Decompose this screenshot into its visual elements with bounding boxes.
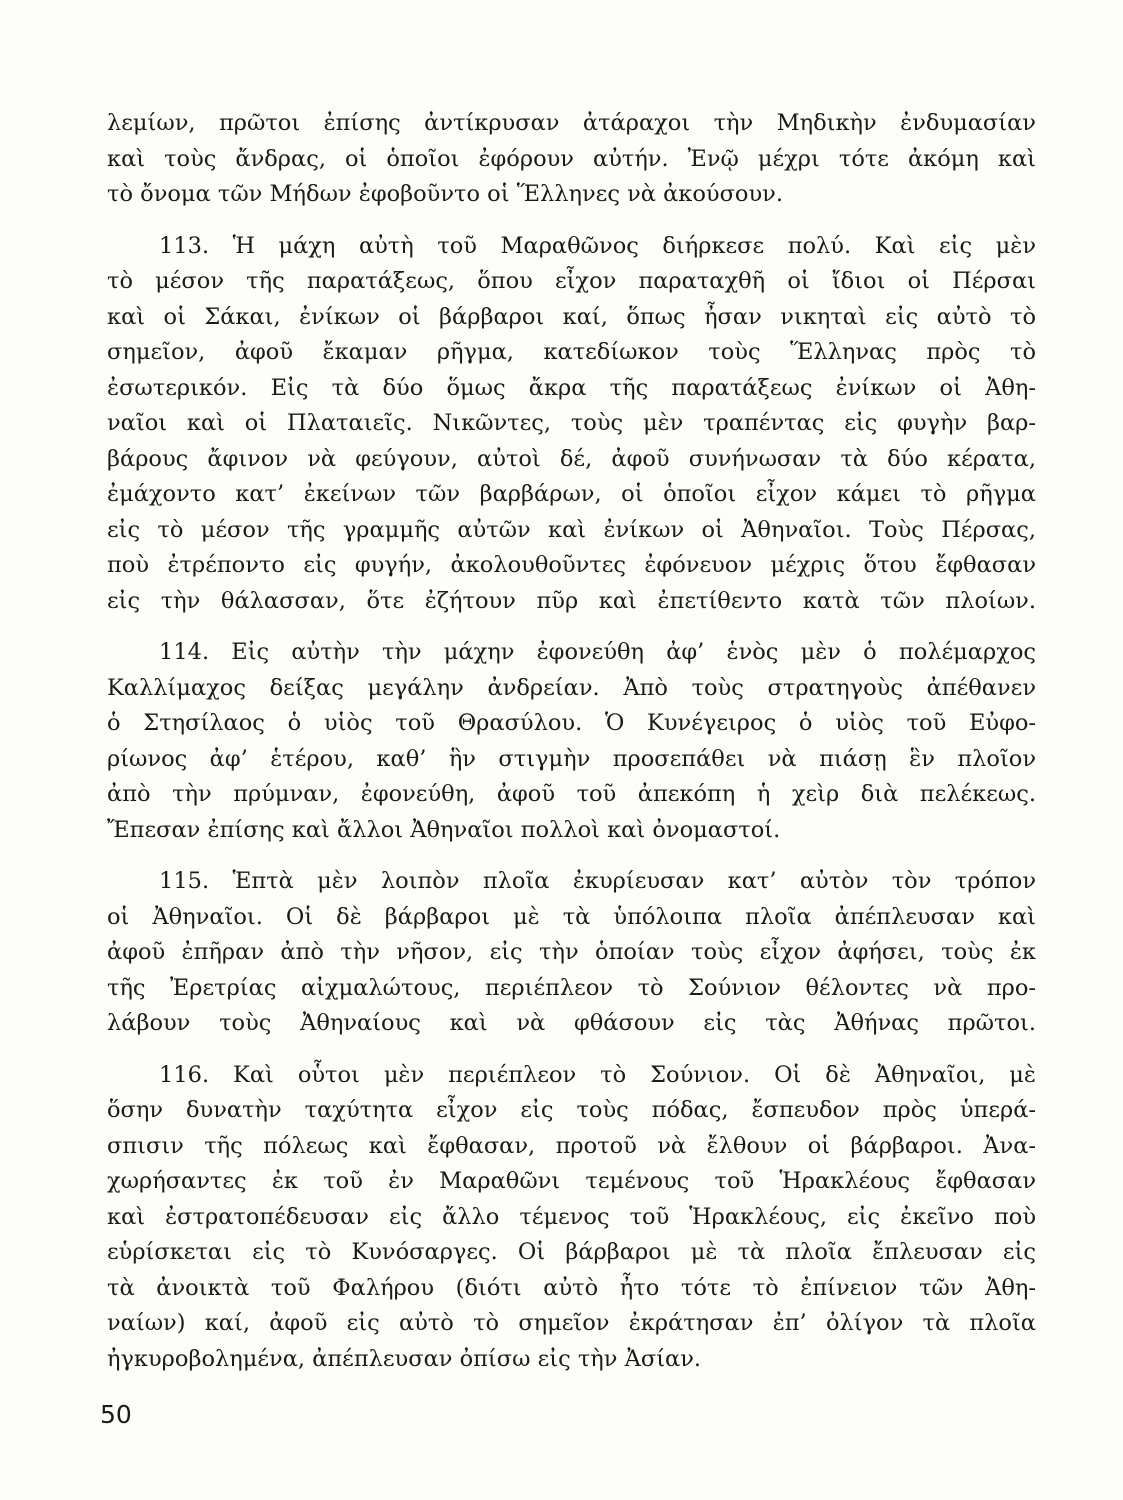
text-line: καὶ οἱ Σάκαι, ἐνίκων οἱ βάρβαροι καί, ὅπως ἦσαν νικηταὶ εἰς αὐτὸ τὸ — [107, 303, 1036, 330]
text-line: ἀφοῦ ἐπῆραν ἀπὸ τὴν νῆσον, εἰς τὴν ὁποίαν τοὺς εἶχον ἀφήσει, τοὺς ἐκ — [107, 939, 1036, 965]
text-line: τῆς Ἐρετρίας αἰχμαλώτους, περιέπλεον τὸ Σούνιον θέλοντες νὰ προ- — [107, 974, 1036, 1001]
text-line: ὅσην δυνατὴν ταχύτητα εἶχον εἰς τοὺς πόδας, ἔσπευδον πρὸς ὑπερά- — [107, 1097, 1036, 1123]
paragraph-114 — [107, 635, 1036, 848]
text-line: ρίωνος ἀφ’ ἑτέρου, καθ’ ἣν στιγμὴν προσεπάθει νὰ πιάσῃ ἓν πλοῖον — [107, 745, 1036, 772]
text-line: ἐσωτερικόν. Εἰς τὰ δύο ὅμως ἄκρα τῆς παρατάξεως ἐνίκων οἱ Ἀθη- — [107, 374, 1036, 401]
text-line: λάβουν τοὺς Ἀθηναίους καὶ νὰ φθάσουν εἰς τὰς Ἀθήνας πρῶτοι. — [107, 1010, 1036, 1036]
text-line: καὶ ἐστρατοπέδευσαν εἰς ἄλλο τέμενος τοῦ Ἡρακλέους, εἰς ἐκεῖνο ποὺ — [107, 1203, 1036, 1230]
text-line: τὰ ἀνοικτὰ τοῦ Φαλήρου (διότι αὐτὸ ἦτο τότε τὸ ἐπίνειον τῶν Ἀθη- — [107, 1274, 1036, 1301]
page-number: 50 — [100, 1400, 132, 1429]
text-line: τὸ μέσον τῆς παρατάξεως, ὅπου εἶχον παραταχθῆ οἱ ἴδιοι οἱ Πέρσαι — [107, 268, 1036, 294]
text-line: ἠγκυροβολημένα, ἀπέπλευσαν ὀπίσω εἰς τὴν Ἀσίαν. — [107, 1345, 702, 1372]
text-line: τὸ ὄνομα τῶν Μήδων ἐφοβοῦντο οἱ Ἕλληνες νὰ ἀκούσουν. — [107, 181, 783, 207]
text-line: ποὺ ἐτρέποντο εἰς φυγήν, ἀκολουθοῦντες ἐφόνευον μέχρις ὅτου ἔφθασαν — [107, 552, 1036, 578]
paragraph-continuation — [107, 106, 1036, 213]
text-line: εὑρίσκεται εἰς τὸ Κυνόσαργες. Οἱ βάρβαροι μὲ τὰ πλοῖα ἔπλευσαν εἰς — [107, 1239, 1036, 1265]
text-line: ναῖοι καὶ οἱ Πλαταιεῖς. Νικῶντες, τοὺς μὲν τραπέντας εἰς φυγὴν βαρ- — [107, 410, 1036, 436]
text-line: χωρήσαντες ἐκ τοῦ ἐν Μαραθῶνι τεμένους τοῦ Ἡρακλέους ἔφθασαν — [107, 1168, 1036, 1194]
body-text — [107, 106, 1036, 1377]
text-line: ναίων) καί, ἀφοῦ εἰς αὐτὸ τὸ σημεῖον ἐκράτησαν ἐπ’ ὀλίγον τὰ πλοῖα — [107, 1310, 1036, 1336]
text-line: σπισιν τῆς πόλεως καὶ ἔφθασαν, προτοῦ νὰ ἔλθουν οἱ βάρβαροι. Ἀνα- — [107, 1132, 1036, 1159]
paragraph-115 — [107, 864, 1036, 1042]
text-line: λεμίων, πρῶτοι ἐπίσης ἀντίκρυσαν ἀτάραχοι τὴν Μηδικὴν ἐνδυμασίαν — [107, 110, 1036, 136]
text-line: ἐμάχοντο κατ’ ἐκείνων τῶν βαρβάρων, οἱ ὁποῖοι εἶχον κάμει τὸ ρῆγμα — [107, 481, 1036, 507]
text-line: Καλλίμαχος δείξας μεγάλην ἀνδρείαν. Ἀπὸ τοὺς στρατηγοὺς ἀπέθανεν — [107, 674, 1036, 701]
text-line: σημεῖον, ἀφοῦ ἔκαμαν ρῆγμα, κατεδίωκον τοὺς Ἕλληνας πρὸς τὸ — [107, 339, 1036, 365]
text-line: καὶ τοὺς ἄνδρας, οἱ ὁποῖοι ἐφόρουν αὐτήν. Ἐνῷ μέχρι τότε ἀκόμη καὶ — [107, 145, 1036, 172]
text-line: 114. Εἰς αὐτὴν τὴν μάχην ἐφονεύθη ἀφ’ ἑνὸς μὲν ὁ πολέμαρχος — [159, 639, 1036, 665]
text-line: 115. Ἑπτὰ μὲν λοιπὸν πλοῖα ἐκυρίευσαν κατ’ αὐτὸν τὸν τρόπον — [159, 868, 1036, 894]
text-line: ὁ Στησίλαος ὁ υἱὸς τοῦ Θρασύλου. Ὁ Κυνέγειρος ὁ υἱὸς τοῦ Εὐφο- — [107, 710, 1036, 736]
text-line: εἰς τὴν θάλασσαν, ὅτε ἐζήτουν πῦρ καὶ ἐπετίθεντο κατὰ τῶν πλοίων. — [107, 587, 1036, 614]
text-line: οἱ Ἀθηναῖοι. Οἱ δὲ βάρβαροι μὲ τὰ ὑπόλοιπα πλοῖα ἀπέπλευσαν καὶ — [107, 903, 1036, 930]
paragraph-116 — [107, 1058, 1036, 1378]
text-line: βάρους ἄφινον νὰ φεύγουν, αὐτοὶ δέ, ἀφοῦ συνήνωσαν τὰ δύο κέρατα, — [107, 445, 1036, 472]
text-line: Ἔπεσαν ἐπίσης καὶ ἄλλοι Ἀθηναῖοι πολλοὶ καὶ ὀνομαστοί. — [107, 816, 781, 843]
paragraph-113 — [107, 229, 1036, 620]
text-line: 113. Ἡ μάχη αὐτὴ τοῦ Μαραθῶνος διήρκεσε πολύ. Καὶ εἰς μὲν — [159, 232, 1036, 259]
text-line: 116. Καὶ οὗτοι μὲν περιέπλεον τὸ Σούνιον. Οἱ δὲ Ἀθηναῖοι, μὲ — [159, 1061, 1036, 1088]
text-line: ἀπὸ τὴν πρύμναν, ἐφονεύθη, ἀφοῦ τοῦ ἀπεκόπη ἡ χεὶρ διὰ πελέκεως. — [107, 781, 1036, 807]
text-line: εἰς τὸ μέσον τῆς γραμμῆς αὐτῶν καὶ ἐνίκων οἱ Ἀθηναῖοι. Τοὺς Πέρσας, — [107, 516, 1036, 543]
